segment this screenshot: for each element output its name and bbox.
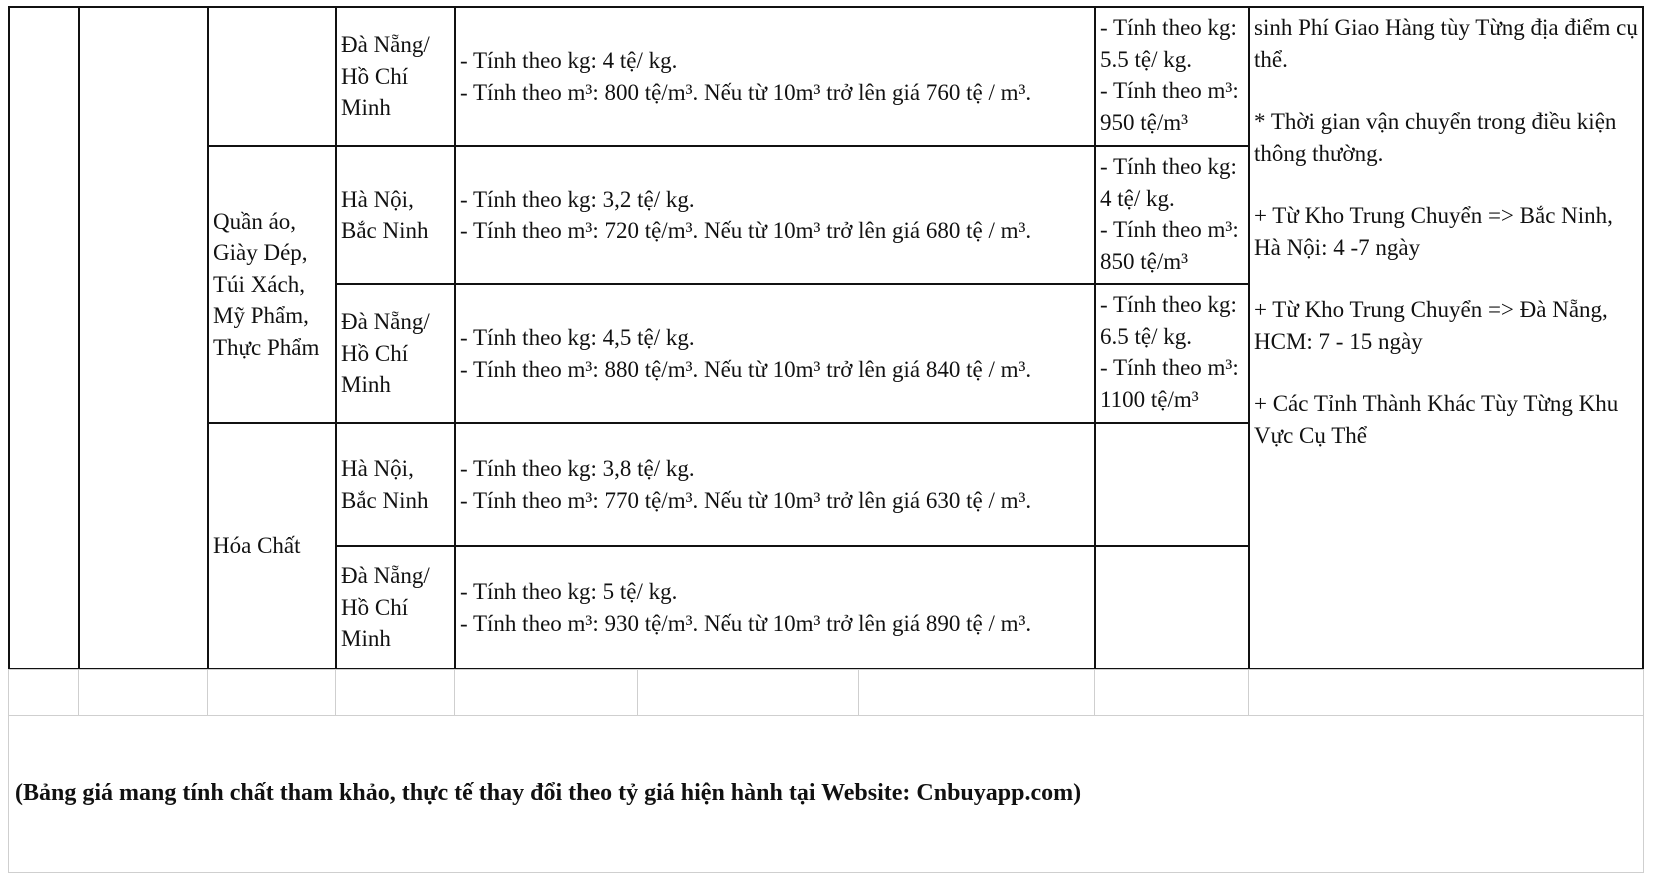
empty-grid-cell xyxy=(454,669,638,716)
empty-grid-cell xyxy=(858,669,1095,716)
empty-grid-cell xyxy=(78,669,208,716)
notes-cell xyxy=(1248,6,1644,670)
price-cell xyxy=(454,6,1096,147)
note-other-provinces: + Các Tỉnh Thành Khác Tùy Từng Khu Vực Cụ Thể xyxy=(1254,391,1619,448)
note-bac-ninh-ha-noi: + Từ Kho Trung Chuyển => Bắc Ninh, Hà Nội: 4 -7 ngày xyxy=(1254,203,1613,260)
price-cell xyxy=(454,422,1096,547)
destination-cell xyxy=(335,145,456,285)
empty-grid-cell xyxy=(207,669,336,716)
price-per-kg: - Tính theo kg: 3,2 tệ/ kg. xyxy=(460,186,695,212)
price-per-m3: - Tính theo m³: 720 tệ/m³. Nếu từ 10m³ trở lên giá 680 tệ / m³. xyxy=(460,218,1032,243)
price-per-kg: - Tính theo kg: 3,8 tệ/ kg. xyxy=(460,456,695,481)
price-per-m3: - Tính theo m³: 880 tệ/m³. Nếu từ 10m³ trở lên giá 840 tệ / m³. xyxy=(460,356,1032,382)
alt-price-per-m3: - Tính theo m³: 850 tệ/m³ xyxy=(1100,217,1239,274)
destination-cell xyxy=(335,545,456,670)
alt-price-per-kg: - Tính theo kg: 6.5 tệ/ kg. xyxy=(1100,292,1237,349)
price-cell xyxy=(454,145,1096,285)
price-per-kg: - Tính theo kg: 5 tệ/ kg. xyxy=(460,579,678,604)
destination-label: Đà Nẵng/ Hồ Chí Minh xyxy=(341,32,430,121)
empty-column-2 xyxy=(78,6,209,670)
price-cell xyxy=(454,283,1096,424)
alt-price-cell xyxy=(1094,6,1250,147)
note-delivery-fee: sinh Phí Giao Hàng tùy Từng địa điểm cụ thể. xyxy=(1254,15,1638,72)
destination-cell xyxy=(335,6,456,147)
empty-grid-cell xyxy=(8,669,79,716)
category-cell-clothing xyxy=(207,145,337,424)
price-per-m3: - Tính theo m³: 770 tệ/m³. Nếu từ 10m³ trở lên giá 630 tệ / m³. xyxy=(460,487,1032,513)
price-per-m3: - Tính theo m³: 800 tệ/m³. Nếu từ 10m³ trở lên giá 760 tệ / m³. xyxy=(460,79,1032,105)
price-per-m3: - Tính theo m³: 930 tệ/m³. Nếu từ 10m³ trở lên giá 890 tệ / m³. xyxy=(460,610,1032,636)
category-label: Quần áo, Giày Dép, Túi Xách, Mỹ Phẩm, Thực Phẩm xyxy=(213,208,320,360)
destination-cell xyxy=(335,422,456,547)
empty-grid-cell xyxy=(637,669,859,716)
destination-label: Hà Nội, Bắc Ninh xyxy=(341,186,429,243)
destination-label: Đà Nẵng/ Hồ Chí Minh xyxy=(341,309,430,398)
price-cell xyxy=(454,545,1096,670)
empty-column-1 xyxy=(8,6,80,670)
price-per-kg: - Tính theo kg: 4,5 tệ/ kg. xyxy=(460,325,695,350)
footer-note-cell xyxy=(8,715,1644,873)
note-transit-time: * Thời gian vận chuyển trong điều kiện thông thường. xyxy=(1254,109,1617,166)
alt-price-cell-empty xyxy=(1094,422,1250,547)
category-cell-chemicals xyxy=(207,422,337,670)
alt-price-per-m3: - Tính theo m³: 950 tệ/m³ xyxy=(1100,78,1239,135)
destination-label: Đà Nẵng/ Hồ Chí Minh xyxy=(341,563,430,652)
destination-cell xyxy=(335,283,456,424)
footer-note: (Bảng giá mang tính chất tham khảo, thực tế thay đổi theo tỷ giá hiện hành tại Website: Cnbuyapp.com) xyxy=(15,780,1082,807)
category-cell-continued xyxy=(207,6,337,147)
empty-grid-cell xyxy=(335,669,455,716)
alt-price-per-kg: - Tính theo kg: 5.5 tệ/ kg. xyxy=(1100,15,1237,72)
alt-price-per-kg: - Tính theo kg: 4 tệ/ kg. xyxy=(1100,154,1237,211)
alt-price-cell xyxy=(1094,145,1250,285)
empty-grid-cell xyxy=(1094,669,1249,716)
note-da-nang-hcm: + Từ Kho Trung Chuyển => Đà Nẵng, HCM: 7 - 15 ngày xyxy=(1254,297,1608,354)
alt-price-cell xyxy=(1094,283,1250,424)
alt-price-cell-empty xyxy=(1094,545,1250,670)
destination-label: Hà Nội, Bắc Ninh xyxy=(341,456,429,513)
alt-price-per-m3: - Tính theo m³: 1100 tệ/m³ xyxy=(1100,355,1239,412)
category-label: Hóa Chất xyxy=(213,533,301,559)
empty-grid-cell xyxy=(1248,669,1644,716)
price-per-kg: - Tính theo kg: 4 tệ/ kg. xyxy=(460,48,678,73)
